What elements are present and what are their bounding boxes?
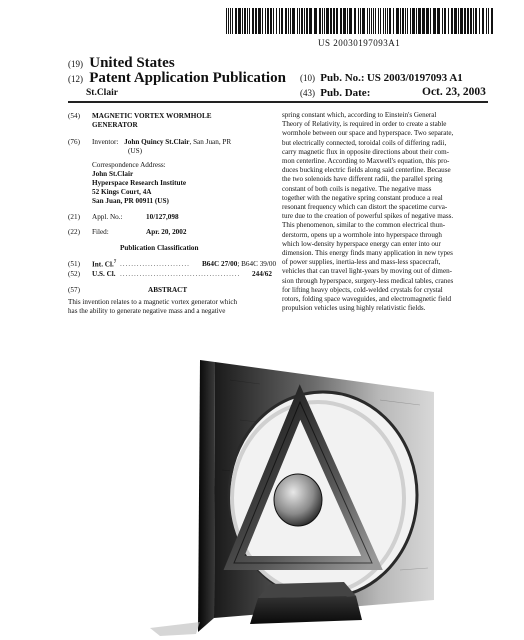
dot-leader: ......................... (120, 260, 190, 268)
inventor-short: St.Clair (86, 88, 118, 98)
abstract-line: propulsion vehicles using highly relativistic fields. (282, 304, 426, 313)
abstract-line: vehicles that can travel light-years by moving out of dimen- (282, 267, 453, 276)
pub-type: Patent Application Publication (89, 70, 286, 86)
dot-leader: ........................................... (120, 270, 241, 278)
filed-label: Filed: (92, 228, 109, 236)
abstract-line: which low-density hyperspace energy can enter into our (282, 239, 441, 248)
abstract-line: of power supplies, inertia-less and mass-less spacecraft, (282, 258, 441, 267)
correspondence-label: Correspondence Address: (92, 161, 166, 169)
abstract-line: the two solenoids have different radii, the parallel spring (282, 175, 443, 184)
abstract-line: carry magnetic flux in opposite directions about their com- (282, 147, 450, 156)
abstract-line: spring constant which, according to Einstein's General (282, 111, 437, 119)
code-21: (21) (68, 213, 80, 221)
us-cl-label: U.S. Cl. (92, 270, 116, 278)
inventor-country: (US) (128, 147, 142, 155)
abstract-line: resonant frequency which can distort the spacetime curva- (282, 203, 448, 212)
code-57: (57) (68, 286, 80, 294)
pedestal-base (250, 596, 362, 624)
abstract-line: wormhole between our space and hyperspace. Two separate, (282, 129, 454, 138)
inventor-name: John Quincy St.Clair (124, 138, 190, 146)
code-54: (54) (68, 112, 80, 120)
int-cl-secondary: ; B64C 39/00 (237, 260, 277, 268)
abstract-line: constant of both coils is negative. The negative mass (282, 184, 432, 193)
panel-side (198, 360, 215, 632)
code-52: (52) (68, 270, 80, 278)
inventor-label: Inventor: (92, 138, 119, 146)
corr-line: 52 Kings Court, 4A (92, 188, 152, 196)
abstract-line: This invention relates to a magnetic vortex generator which (68, 298, 238, 306)
abstract-line: This phenomenon, similar to the common electrical thun- (282, 221, 446, 230)
code-19: (19) (68, 59, 83, 69)
abstract-line: for lifting heavy objects, cold-welded crystals for crystal (282, 285, 443, 294)
code-43: (43) (300, 88, 315, 98)
code-51: (51) (68, 260, 80, 268)
barcode-number: US 20030197093A1 (318, 38, 401, 48)
code-10: (10) (300, 73, 315, 83)
inventor-location: , San Juan, PR (189, 138, 232, 146)
pub-no-label: Pub. No.: (320, 72, 365, 84)
title-line-2: GENERATOR (92, 121, 138, 129)
code-22: (22) (68, 228, 80, 236)
corr-line: San Juan, PR 00911 (US) (92, 197, 169, 205)
floor-shadow (150, 622, 200, 636)
pub-date-label: Pub. Date: (320, 87, 371, 99)
code-76: (76) (68, 138, 80, 146)
abstract-line: mon centerline. According to Maxwell's equation, this pro- (282, 157, 450, 166)
country-name: United States (89, 55, 175, 71)
abstract-heading: ABSTRACT (148, 286, 188, 294)
abstract-line: Theory of Relativity, is required in order to create a stable (282, 120, 447, 129)
abstract-line: dimension. This energy finds many application in new types (282, 249, 453, 258)
filed-date: Apr. 20, 2002 (146, 228, 187, 236)
us-cl-value: 244/62 (252, 270, 272, 278)
abstract-line: rotors, folding space waveguides, and electromagnetic field (282, 295, 452, 304)
corr-line: Hyperspace Research Institute (92, 179, 187, 187)
pub-class-heading: Publication Classification (120, 244, 199, 252)
int-cl-sup: 7 (113, 260, 117, 265)
corr-line: John St.Clair (92, 170, 134, 178)
appl-no-label: Appl. No.: (92, 213, 123, 221)
pub-no: US 2003/0197093 A1 (366, 72, 463, 84)
abstract-line: together with the negative spring constant produce a real (282, 193, 443, 202)
pedestal-top (258, 582, 356, 598)
title-line-1: MAGNETIC VORTEX WORMHOLE (92, 112, 212, 120)
abstract-line: sion through hyperspace, surgery-less medical tables, cranes (282, 276, 454, 285)
abstract-line: ture due to the creation of powerful spikes of negative mass. (282, 212, 454, 221)
code-12: (12) (68, 74, 83, 84)
abstract-line: derstorm, opens up a wormhole into hyperspace through (282, 230, 442, 239)
abstract-line: duces bucking electric fields along said centerline. Because (282, 166, 451, 175)
abstract-line: has the ability to generate negative mass and a negative (68, 307, 226, 316)
appl-no: 10/127,098 (146, 213, 179, 221)
pub-date: Oct. 23, 2003 (422, 86, 486, 98)
abstract-line: but electrically connected, toroidal coils of differing radii, (282, 138, 447, 147)
int-cl-primary: B64C 27/00 (202, 260, 238, 268)
int-cl-text: Int. Cl. (92, 260, 114, 269)
